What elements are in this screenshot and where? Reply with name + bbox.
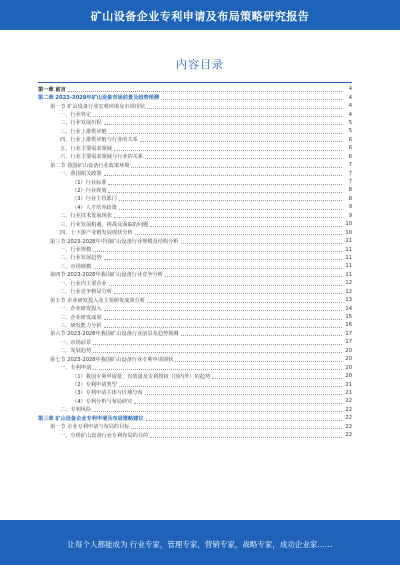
toc-leader-dots — [150, 437, 342, 438]
toc-entry[interactable] — [38, 102, 352, 110]
toc-leader-dots — [104, 259, 342, 260]
toc-entry-text: 二、行业发展趋势 — [60, 255, 102, 262]
toc-entry-text: 第三章 矿山设备企业专利申请及布局策略建议 — [38, 415, 144, 422]
toc-entry-text: 一、市场前景 — [60, 339, 92, 346]
toc-entry[interactable] — [38, 153, 352, 161]
toc-entry[interactable] — [38, 406, 352, 414]
toc-entry-text: 三、行业上游供应链 — [60, 128, 107, 135]
toc-entry[interactable] — [38, 304, 352, 312]
toc-page-number: 4 — [348, 86, 352, 93]
toc-entry[interactable] — [38, 330, 352, 338]
toc-leader-dots — [93, 251, 342, 252]
toc-entry-text: 六、行业主要需求领域与行业的关系 — [60, 154, 144, 161]
toc-entry-text: （3）专利申请主体与区域分布 — [72, 390, 143, 397]
toc-page-number: 6 — [348, 145, 352, 152]
toc-leader-dots — [131, 167, 342, 168]
toc-page-number: 12 — [345, 280, 352, 287]
toc-leader-dots — [68, 91, 342, 92]
toc-leader-dots — [109, 285, 342, 286]
toc-leader-dots — [104, 319, 342, 320]
toc-leader-dots — [108, 184, 342, 185]
toc-leader-dots — [108, 192, 342, 193]
toc-entry[interactable] — [38, 203, 352, 211]
toc-leader-dots — [114, 293, 342, 294]
toc-entry[interactable] — [38, 93, 352, 101]
toc-entry[interactable] — [38, 127, 352, 135]
toc-page-number: 22 — [345, 406, 352, 413]
footer-banner — [0, 520, 400, 565]
toc-entry-text: （4）人才培养政策 — [72, 204, 117, 211]
toc-entry-text: 二、行业技术发展现状 — [60, 213, 112, 220]
toc-entry[interactable] — [38, 254, 352, 262]
toc-leader-dots — [93, 411, 342, 412]
toc-entry-text: 二、行业发展历程 — [60, 120, 102, 127]
toc-page-number: 7 — [348, 179, 352, 186]
toc-entry[interactable] — [38, 161, 352, 169]
toc-entry-text: 二、行业竞争格局分析 — [60, 289, 112, 296]
toc-entry[interactable] — [38, 347, 352, 355]
toc-leader-dots — [145, 158, 342, 159]
toc-page-number: 20 — [345, 364, 352, 371]
toc-entry-text: （3）行业主管部门 — [72, 196, 117, 203]
toc-page-number: 22 — [345, 423, 352, 430]
toc-page-number: 12 — [345, 288, 352, 295]
toc-page-number: 10 — [345, 229, 352, 236]
toc-entry-text: 五、行业主要需求领域 — [60, 145, 112, 152]
toc-leader-dots — [119, 386, 342, 387]
toc-page-number: 22 — [345, 415, 352, 422]
report-title: 矿山设备企业专利申请及布局策略研究报告 — [90, 10, 310, 23]
toc-leader-dots — [147, 302, 342, 303]
toc-entry-text: （2）专利申请类型 — [72, 382, 117, 389]
toc-leader-dots — [104, 310, 342, 311]
toc-page-number: 4 — [348, 111, 352, 118]
toc-page-number: 11 — [345, 254, 352, 261]
toc-page-number: 7 — [348, 162, 352, 169]
toc-entry-text: （2）行业规划 — [72, 187, 107, 194]
toc-entry[interactable] — [38, 271, 352, 279]
toc-page-number: 21 — [345, 381, 352, 388]
toc-entry[interactable] — [38, 372, 352, 380]
toc-leader-dots — [109, 133, 342, 134]
toc-page-number: 11 — [345, 246, 352, 253]
toc-leader-dots — [134, 403, 342, 404]
toc-leader-dots — [165, 276, 342, 277]
toc-entry-text: （4）专利分析与布局研究 — [72, 398, 133, 405]
toc-page-number: 22 — [345, 432, 352, 439]
toc-entry[interactable] — [38, 262, 352, 270]
toc-leader-dots — [93, 369, 342, 370]
toc-leader-dots — [150, 226, 342, 227]
toc-page-number: 17 — [345, 339, 352, 346]
toc-entry[interactable] — [38, 110, 352, 118]
toc-page-number: 6 — [348, 136, 352, 143]
toc-page-number: 4 — [348, 103, 352, 110]
toc-leader-dots — [175, 361, 342, 362]
toc-entry[interactable] — [38, 296, 352, 304]
toc-leader-dots — [135, 234, 342, 235]
toc-leader-dots — [104, 327, 342, 328]
toc-page-number: 21 — [345, 389, 352, 396]
toc-entry-text: 第一章 前言 — [38, 86, 66, 93]
toc-entry-text: 第五节 企业研发投入及主要研发成果分析 — [50, 297, 146, 304]
toc-page-number: 20 — [345, 347, 352, 354]
toc-entry-text: 第一节 企业专利申请与布局的目标 — [50, 424, 130, 431]
toc-entry[interactable] — [38, 355, 352, 363]
toc-entry-text: 二、企业研发成果 — [60, 314, 102, 321]
toc-page-number: 20 — [345, 356, 352, 363]
toc-page-number: 20 — [345, 373, 352, 380]
toc-entry[interactable] — [38, 423, 352, 431]
toc-entry[interactable] — [38, 279, 352, 287]
toc-entry[interactable] — [38, 338, 352, 346]
toc-leader-dots — [161, 99, 342, 100]
toc-entry[interactable] — [38, 119, 352, 127]
toc-leader-dots — [114, 150, 342, 151]
toc-leader-dots — [104, 175, 342, 176]
toc-entry[interactable] — [38, 220, 352, 228]
toc-entry-text: 第一节 矿山设备行业宏观环境及市场现状 — [50, 103, 146, 110]
toc-leader-dots — [181, 243, 343, 244]
toc-page-number: 5 — [348, 119, 352, 126]
toc-entry-text: 二、专利风险 — [60, 407, 92, 414]
toc-leader-dots — [181, 335, 343, 336]
toc-entry-text: 第六节 2023-2028年我国矿山设备行业前景及趋势预测 — [50, 331, 179, 338]
toc-entry[interactable] — [38, 144, 352, 152]
toc-entry-text: 一、行业内主要企业 — [60, 280, 107, 287]
toc-page-number: 6 — [348, 153, 352, 160]
toc-entry-text: 一、分析矿山设备行业专利布局的目的 — [60, 432, 149, 439]
toc-leader-dots — [93, 268, 342, 269]
toc-entry[interactable] — [38, 178, 352, 186]
toc-leader-dots — [93, 352, 342, 353]
toc-leader-dots — [147, 108, 342, 109]
toc-entry-text: （1）行业标准 — [72, 179, 107, 186]
footer-slogan: 让每个人都能成为 行业专家，管理专家，营销专家，战略专家，成功企业家…… — [67, 540, 333, 549]
toc-page-number: 8 — [348, 195, 352, 202]
toc-leader-dots — [146, 420, 342, 421]
toc-leader-dots — [212, 378, 342, 379]
toc-leader-dots — [104, 124, 342, 125]
toc-page-number: 7 — [348, 170, 352, 177]
toc-entry[interactable] — [38, 237, 352, 245]
toc-entry[interactable] — [38, 313, 352, 321]
toc-leader-dots — [145, 394, 342, 395]
toc-entry-text: 四、行业上游供应链与行业的关系 — [60, 137, 138, 144]
toc-entry[interactable] — [38, 228, 352, 236]
toc-page-number: 11 — [345, 271, 352, 278]
toc-entry[interactable] — [38, 397, 352, 405]
toc-entry-text: 一、我国相关政策 — [60, 171, 102, 178]
toc-page-number: 5 — [348, 128, 352, 135]
toc-entry-text: 一、企业研发投入 — [60, 306, 102, 313]
toc-page-number: 11 — [345, 263, 352, 270]
toc-entry-text: 四、上下游产业链发展现状分析 — [60, 230, 133, 237]
toc-leader-dots — [119, 209, 342, 210]
toc-entry-text: 第二章 2023-2028年矿山设备市场前景及趋势预测 — [38, 95, 160, 102]
toc-entry-text: 第七节 2023-2028年我国矿山设备行业专利申请现状 — [50, 356, 174, 363]
toc-page-number: 14 — [345, 305, 352, 312]
toc-entry[interactable] — [38, 414, 352, 422]
toc-entry-text: 第二节 我国矿山设备行业政策环境 — [50, 162, 130, 169]
toc-leader-dots — [93, 344, 342, 345]
header-banner — [0, 0, 400, 30]
toc-page-number: 11 — [345, 238, 352, 245]
toc-top-rule — [38, 82, 352, 83]
toc-leader-dots — [114, 217, 342, 218]
toc-leader-dots — [93, 116, 342, 117]
toc-entry[interactable] — [38, 431, 352, 439]
toc-page-number: 10 — [345, 221, 352, 228]
toc-list — [38, 85, 352, 439]
toc-entry-text: 一、行业规模 — [60, 247, 92, 254]
toc-entry[interactable] — [38, 169, 352, 177]
toc-page-number: 17 — [345, 330, 352, 337]
toc-page-number: 8 — [348, 187, 352, 194]
toc-leader-dots — [119, 200, 342, 201]
toc-page-number: 4 — [348, 94, 352, 101]
toc-entry[interactable] — [38, 380, 352, 388]
toc-entry[interactable] — [38, 212, 352, 220]
toc-entry[interactable] — [38, 186, 352, 194]
toc-entry[interactable] — [38, 389, 352, 397]
toc-leader-dots — [140, 141, 342, 142]
toc-entry[interactable] — [38, 195, 352, 203]
toc-entry-text: （1）我国专利申请量、有效量及专利授权（国内外）的趋势 — [72, 373, 211, 380]
toc-entry-text: 三、市场规模 — [60, 263, 92, 270]
toc-entry[interactable] — [38, 245, 352, 253]
toc-entry-text: 一、专利申请 — [60, 365, 92, 372]
toc-entry-text: 三、行业发展机遇、挑战及面临的问题 — [60, 221, 149, 228]
toc-page-number: 13 — [345, 297, 352, 304]
toc-entry[interactable] — [38, 363, 352, 371]
toc-entry-text: 第四节 2023-2028年我国矿山设备行业竞争分析 — [50, 272, 163, 279]
toc-page-number: 15 — [345, 314, 352, 321]
toc-entry[interactable] — [38, 321, 352, 329]
toc-entry-text: 三、研发能力分析 — [60, 322, 102, 329]
toc-page-number: 16 — [345, 322, 352, 329]
toc-entry-text: 一、行业界定 — [60, 112, 92, 119]
toc-page-number: 9 — [348, 212, 352, 219]
toc-page-number: 22 — [345, 398, 352, 405]
toc-page-number: 9 — [348, 204, 352, 211]
toc-entry[interactable] — [38, 288, 352, 296]
toc-entry-text: 二、发展趋势 — [60, 348, 92, 355]
toc-entry[interactable] — [38, 85, 352, 93]
toc-entry-text: 第三节 2023-2028年中国矿山设备行业规模及结构分析 — [50, 238, 179, 245]
toc-leader-dots — [131, 428, 342, 429]
toc-entry[interactable] — [38, 136, 352, 144]
toc-title: 内容目录 — [176, 58, 224, 71]
